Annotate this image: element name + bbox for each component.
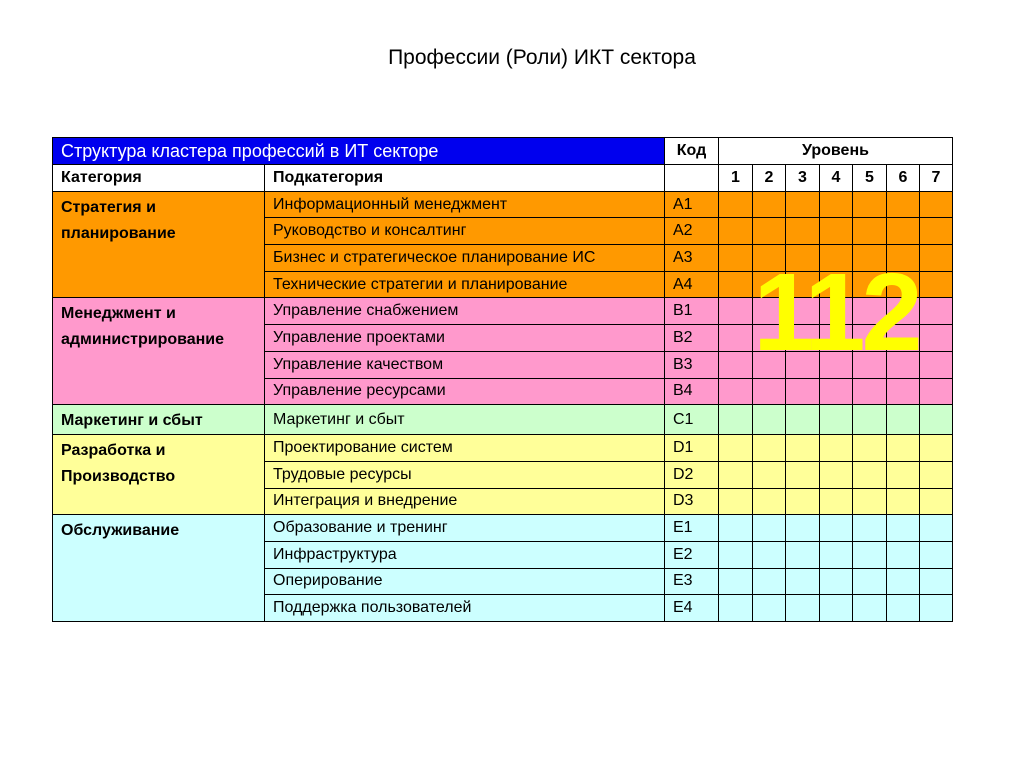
level-cell [920, 405, 953, 435]
level-cell [719, 325, 753, 352]
level-cell [753, 298, 786, 325]
level-cell [786, 271, 820, 298]
slide-title: Профессии (Роли) ИКТ сектора [388, 46, 696, 69]
level-cell [887, 351, 920, 378]
category-header: Категория [53, 165, 265, 192]
level-cell [853, 325, 887, 352]
level-cell [920, 515, 953, 542]
level-cell [820, 218, 853, 245]
level-cell [786, 488, 820, 515]
subcategory-cell: Интеграция и внедрение [265, 488, 665, 515]
level-cell [786, 245, 820, 272]
level-cell [753, 461, 786, 488]
subcategory-cell: Инфраструктура [265, 541, 665, 568]
level-cell [853, 541, 887, 568]
level-3-header: 3 [786, 165, 820, 192]
code-cell: B4 [665, 378, 719, 405]
subcategory-cell: Управление снабжением [265, 298, 665, 325]
level-cell [853, 461, 887, 488]
subcategory-cell: Образование и тренинг [265, 515, 665, 542]
level-cell [887, 515, 920, 542]
level-cell [887, 191, 920, 218]
level-cell [820, 378, 853, 405]
level-cell [753, 515, 786, 542]
code-cell: D3 [665, 488, 719, 515]
level-cell [820, 595, 853, 622]
code-cell: A2 [665, 218, 719, 245]
level-cell [820, 461, 853, 488]
level-cell [786, 325, 820, 352]
level-cell [786, 218, 820, 245]
level-cell [719, 488, 753, 515]
subcategory-cell: Управление проектами [265, 325, 665, 352]
level-cell [887, 461, 920, 488]
subcategory-cell: Маркетинг и сбыт [265, 405, 665, 435]
table-row [53, 191, 953, 218]
level-cell [786, 595, 820, 622]
level-cell [820, 568, 853, 595]
level-7-header: 7 [920, 165, 953, 192]
level-cell [753, 191, 786, 218]
level-cell [853, 271, 887, 298]
level-cell [719, 351, 753, 378]
level-cell [920, 488, 953, 515]
level-cell [853, 351, 887, 378]
level-cell [719, 515, 753, 542]
level-5-header: 5 [853, 165, 887, 192]
category-cell: Обслуживание [53, 515, 265, 622]
level-cell [853, 595, 887, 622]
level-cell [786, 461, 820, 488]
level-cell [853, 191, 887, 218]
level-cell [753, 568, 786, 595]
level-cell [887, 298, 920, 325]
level-cell [786, 298, 820, 325]
table-row [53, 435, 953, 462]
level-cell [753, 271, 786, 298]
level-cell [820, 351, 853, 378]
code-cell: B2 [665, 325, 719, 352]
level-cell [887, 488, 920, 515]
level-cell [887, 405, 920, 435]
level-cell [719, 378, 753, 405]
level-cell [786, 351, 820, 378]
level-cell [887, 378, 920, 405]
level-cell [786, 515, 820, 542]
level-cell [920, 271, 953, 298]
level-cell [820, 405, 853, 435]
level-cell [820, 515, 853, 542]
subcategory-cell: Управление качеством [265, 351, 665, 378]
level-cell [920, 245, 953, 272]
level-cell [753, 541, 786, 568]
level-cell [753, 488, 786, 515]
level-cell [853, 488, 887, 515]
level-cell [920, 378, 953, 405]
category-cell: Стратегия и планирование [53, 191, 265, 298]
level-cell [887, 595, 920, 622]
level-cell [719, 541, 753, 568]
level-cell [786, 435, 820, 462]
level-cell [753, 405, 786, 435]
level-2-header: 2 [753, 165, 786, 192]
level-cell [719, 435, 753, 462]
subcategory-cell: Технические стратегии и планирование [265, 271, 665, 298]
level-cell [920, 461, 953, 488]
level-4-header: 4 [820, 165, 853, 192]
subcategory-header: Подкатегория [265, 165, 665, 192]
level-cell [820, 245, 853, 272]
level-cell [887, 435, 920, 462]
subcategory-cell: Управление ресурсами [265, 378, 665, 405]
level-cell [719, 298, 753, 325]
level-cell [887, 218, 920, 245]
level-cell [920, 218, 953, 245]
level-cell [719, 271, 753, 298]
level-cell [853, 435, 887, 462]
level-cell [753, 595, 786, 622]
level-cell [820, 325, 853, 352]
subcategory-cell: Бизнес и стратегическое планирование ИС [265, 245, 665, 272]
level-cell [719, 595, 753, 622]
table-row [53, 298, 953, 325]
code-cell: B3 [665, 351, 719, 378]
subcategory-cell: Поддержка пользователей [265, 595, 665, 622]
level-6-header: 6 [887, 165, 920, 192]
level-cell [753, 378, 786, 405]
level-cell [920, 191, 953, 218]
level-cell [719, 191, 753, 218]
overlay-number: 112 [753, 251, 919, 374]
level-cell [786, 191, 820, 218]
level-cell [786, 541, 820, 568]
level-cell [786, 568, 820, 595]
level-header: Уровень [719, 138, 953, 165]
level-cell [853, 568, 887, 595]
code-cell: D1 [665, 435, 719, 462]
level-cell [719, 218, 753, 245]
table-row [53, 405, 953, 435]
level-cell [920, 541, 953, 568]
subcategory-cell: Оперирование [265, 568, 665, 595]
level-cell [719, 405, 753, 435]
level-cell [753, 325, 786, 352]
level-cell [719, 568, 753, 595]
level-cell [820, 541, 853, 568]
level-cell [920, 568, 953, 595]
subcategory-cell: Руководство и консалтинг [265, 218, 665, 245]
level-cell [753, 351, 786, 378]
level-cell [719, 461, 753, 488]
level-cell [853, 405, 887, 435]
level-cell [920, 298, 953, 325]
level-cell [820, 271, 853, 298]
code-header: Код [665, 138, 719, 165]
level-cell [920, 351, 953, 378]
level-cell [920, 595, 953, 622]
level-cell [753, 245, 786, 272]
code-cell: B1 [665, 298, 719, 325]
category-cell: Разработка и Производство [53, 435, 265, 515]
level-cell [853, 515, 887, 542]
level-cell [786, 405, 820, 435]
level-cell [820, 191, 853, 218]
code-cell: A3 [665, 245, 719, 272]
subcategory-cell: Информационный менеджмент [265, 191, 665, 218]
level-cell [853, 298, 887, 325]
level-cell [887, 245, 920, 272]
level-cell [820, 298, 853, 325]
code-cell: D2 [665, 461, 719, 488]
subcategory-cell: Проектирование систем [265, 435, 665, 462]
level-cell [820, 488, 853, 515]
level-cell [820, 435, 853, 462]
code-cell: E4 [665, 595, 719, 622]
level-cell [920, 325, 953, 352]
level-cell [887, 325, 920, 352]
level-cell [753, 218, 786, 245]
table-row [53, 515, 953, 542]
level-cell [920, 435, 953, 462]
level-1-header: 1 [719, 165, 753, 192]
structure-header: Структура кластера профессий в ИТ секторе [53, 138, 665, 165]
level-cell [786, 378, 820, 405]
subcategory-cell: Трудовые ресурсы [265, 461, 665, 488]
level-cell [853, 378, 887, 405]
level-cell [887, 568, 920, 595]
category-cell: Маркетинг и сбыт [53, 405, 265, 435]
code-header-blank [665, 165, 719, 192]
code-cell: C1 [665, 405, 719, 435]
category-cell: Менеджмент и администрирование [53, 298, 265, 405]
code-cell: A1 [665, 191, 719, 218]
level-cell [753, 435, 786, 462]
level-cell [719, 245, 753, 272]
level-cell [887, 541, 920, 568]
level-cell [887, 271, 920, 298]
level-cell [853, 245, 887, 272]
level-cell [853, 218, 887, 245]
code-cell: E1 [665, 515, 719, 542]
code-cell: A4 [665, 271, 719, 298]
code-cell: E3 [665, 568, 719, 595]
ict-roles-table [52, 137, 953, 622]
code-cell: E2 [665, 541, 719, 568]
